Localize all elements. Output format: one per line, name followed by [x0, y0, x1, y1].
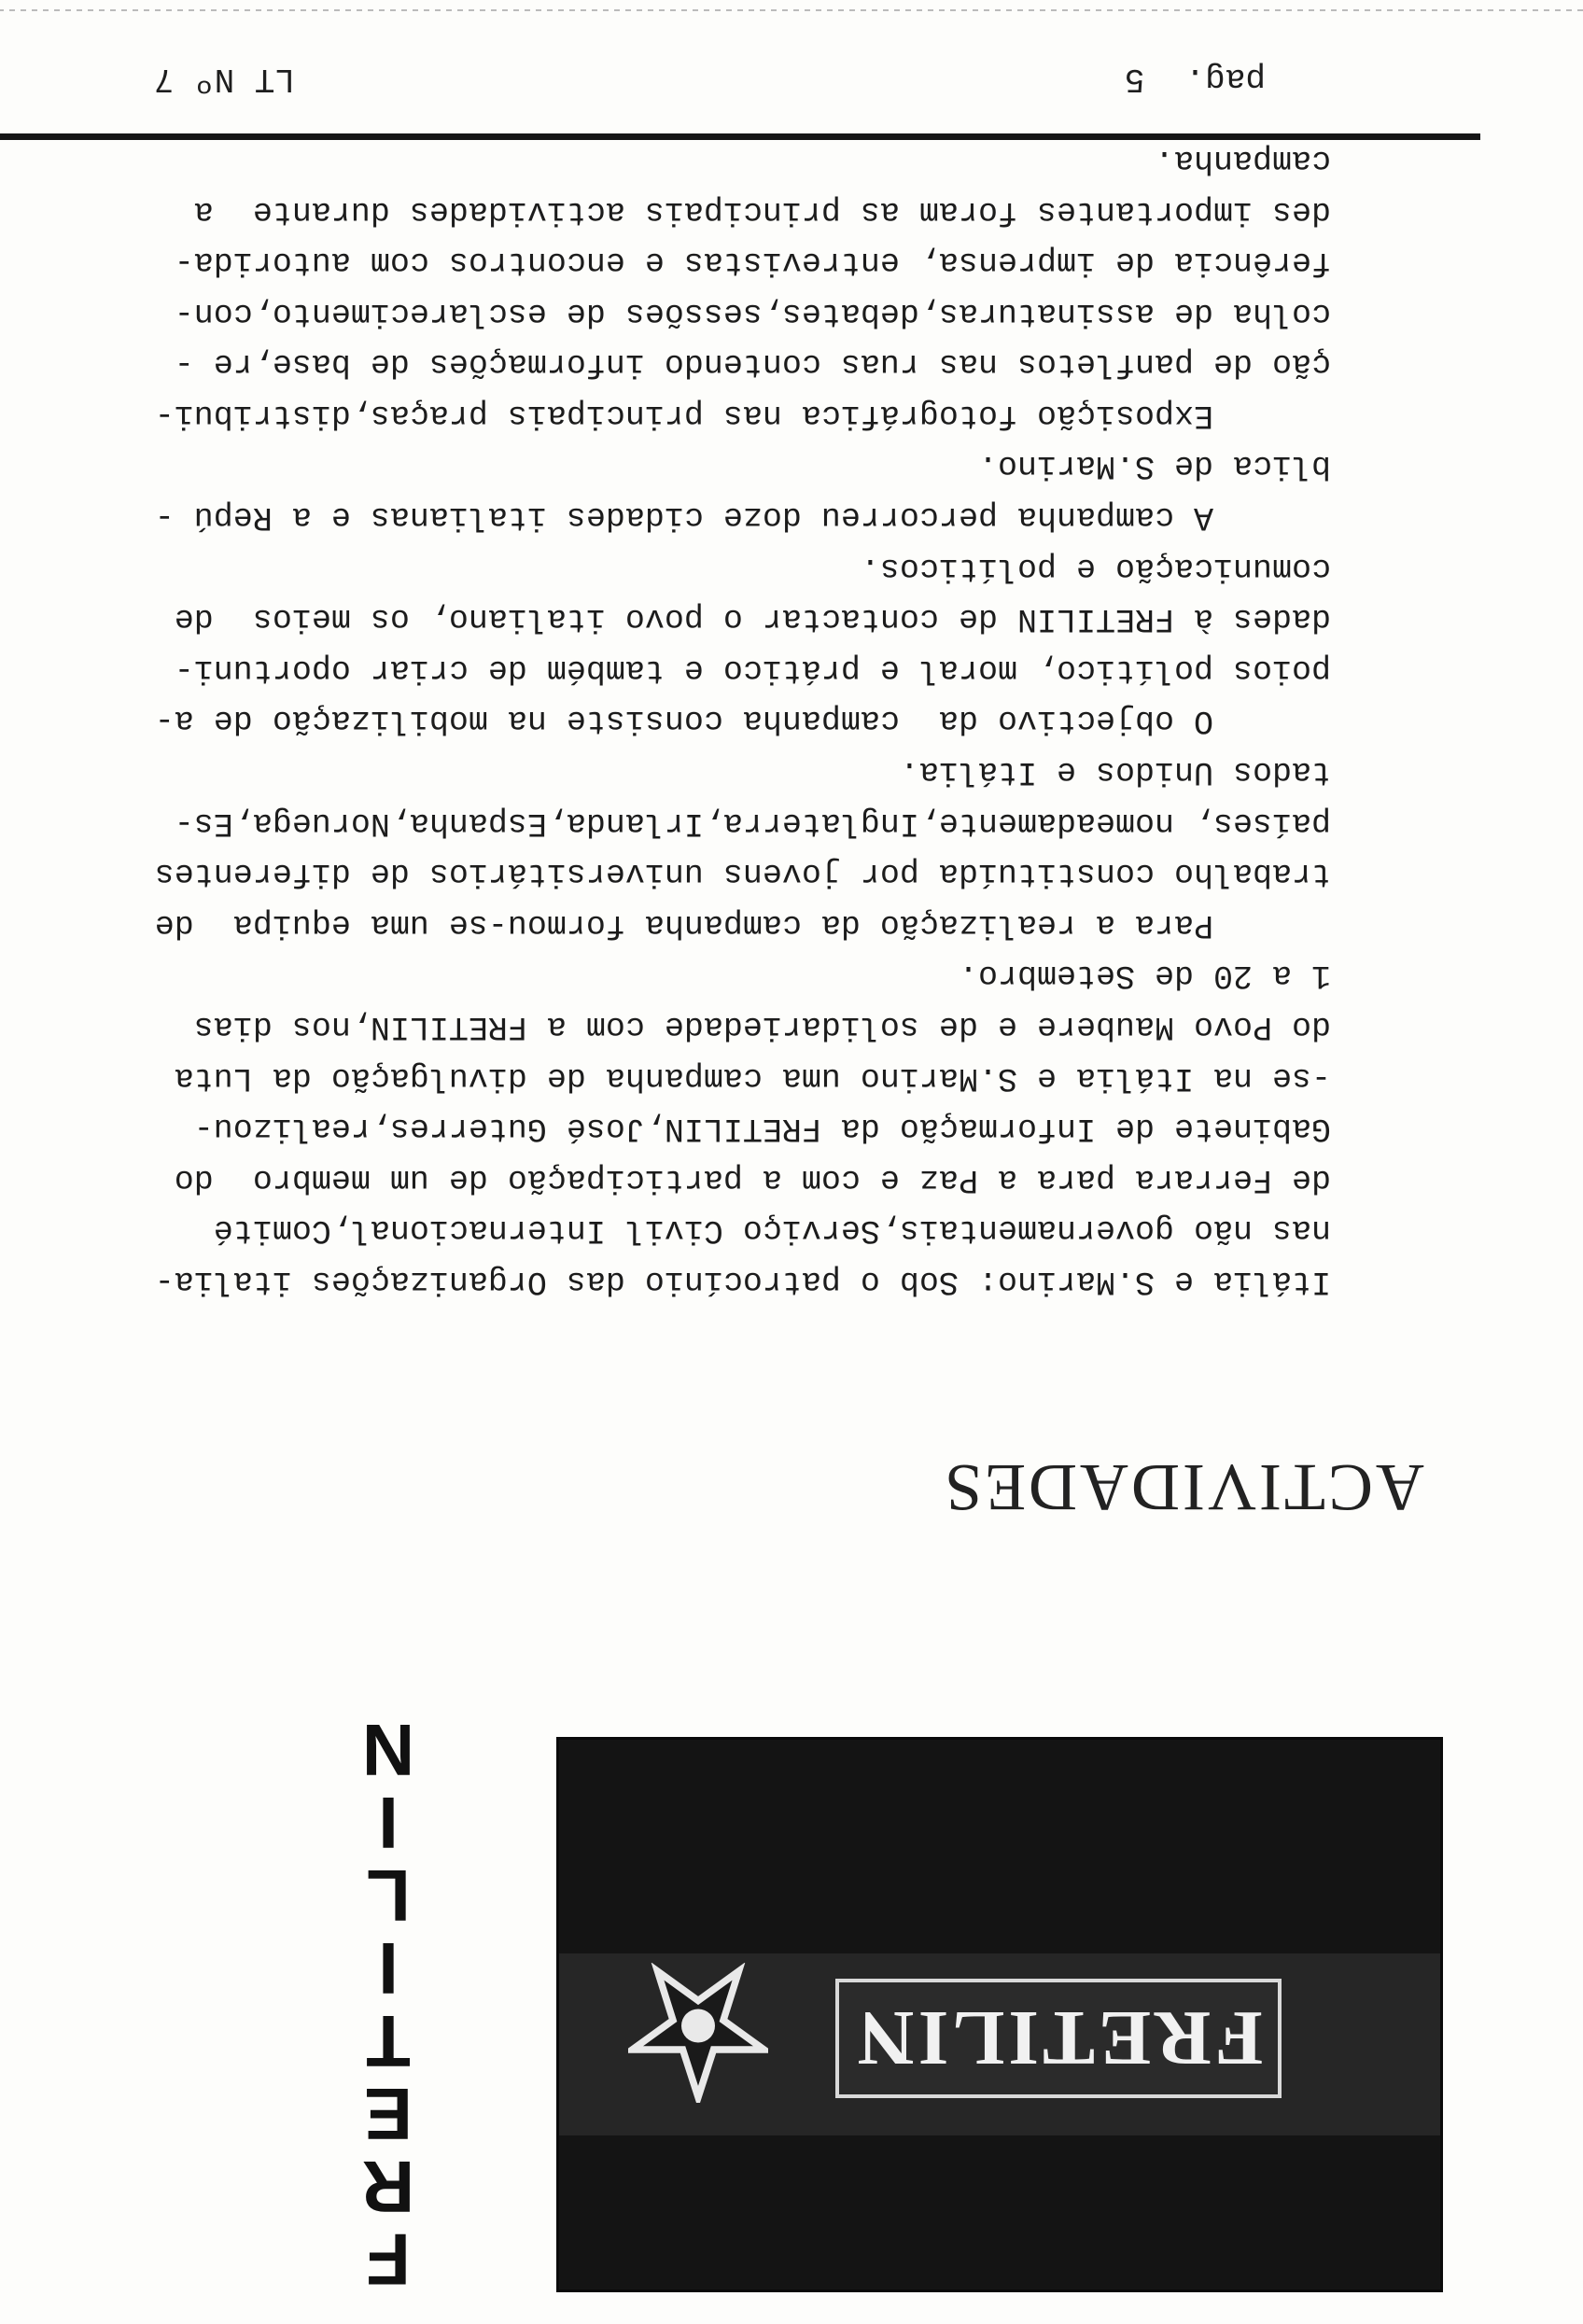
- flag-label: FRETILIN: [835, 1979, 1282, 2098]
- issue-code: LT Nº 7: [153, 60, 295, 98]
- text-line: poios político, moral e prático e também de criar oportuni-: [174, 651, 1331, 689]
- text-line: Exposição fotográfica nas principais praças,distribui-: [154, 396, 1331, 434]
- text-line: 1 a 20 de Setembro.: [958, 957, 1331, 995]
- text-line: colha de assinaturas,debates,sessões de esclarecimento,con-: [174, 294, 1331, 332]
- scan-edge: [0, 9, 1583, 11]
- text-line: ção de panfletos nas ruas contendo informações de base,re -: [174, 345, 1331, 384]
- text-line: ferência de imprensa, entrevistas e encontros com autorida-: [174, 244, 1331, 282]
- text-line: do Povo Maubere e de solidariedade com a FRETILIN,nos dias: [193, 1008, 1331, 1046]
- text-line: comunicação e políticos.: [860, 549, 1331, 587]
- text-line: des importantes foram as principais actividades durante a: [193, 192, 1331, 231]
- fretilin-flag-image: [556, 1737, 1443, 2292]
- side-letter: L: [366, 1855, 411, 1937]
- text-line: de Ferrara para a Paz e com a participação de um membro do: [174, 1160, 1331, 1198]
- article-body: [90, 134, 1331, 1307]
- text-line: O objectivo da campanha consiste na mobilização de a-: [154, 702, 1331, 740]
- star-icon: [628, 1963, 768, 2103]
- text-line: tados Unidos e Itália.: [899, 753, 1331, 791]
- text-line: blica de S.Marino.: [977, 447, 1331, 485]
- side-letter: N: [361, 1709, 415, 1791]
- side-letter: I: [378, 1927, 399, 2009]
- side-letter: T: [366, 2000, 411, 2082]
- section-title: ACTIVIDADES: [942, 1450, 1424, 1525]
- side-letter: I: [378, 1782, 399, 1864]
- side-letter: E: [363, 2073, 413, 2155]
- text-line: países, nomeadamente,Inglaterra,Irlanda,Espanha,Noruega,Es-: [174, 804, 1331, 842]
- text-line: nas não governamentais,Serviço Civil Internacional,Comité: [213, 1211, 1331, 1250]
- text-line: trabalho constituída por jovens universitários de diferentes: [154, 855, 1331, 893]
- text-line: Gabinete de Informação da FRETILIN,José Guterres,realizou-: [193, 1110, 1331, 1148]
- text-line: Para a realização da campanha formou-se uma equipa de: [154, 905, 1331, 944]
- header-rule: [0, 133, 1480, 140]
- side-letter: F: [366, 2219, 411, 2301]
- text-line: campanha.: [1154, 141, 1331, 179]
- text-line: -se na Itália e S.Marino uma campanha de divulgação da Luta: [174, 1058, 1331, 1097]
- text-line: Itália e S.Marino: Sob o patrocínio das Organizações italia-: [154, 1263, 1331, 1300]
- side-letter: R: [361, 2146, 415, 2228]
- page-number: pag. 5: [1124, 60, 1266, 98]
- text-line: dades à FRETILIN de contactar o povo italiano, os meios de: [174, 600, 1331, 638]
- text-line: A campanha percorreu doze cidades italianas e a Repú -: [154, 498, 1331, 537]
- vertical-fretilin-letters: [337, 1709, 440, 2301]
